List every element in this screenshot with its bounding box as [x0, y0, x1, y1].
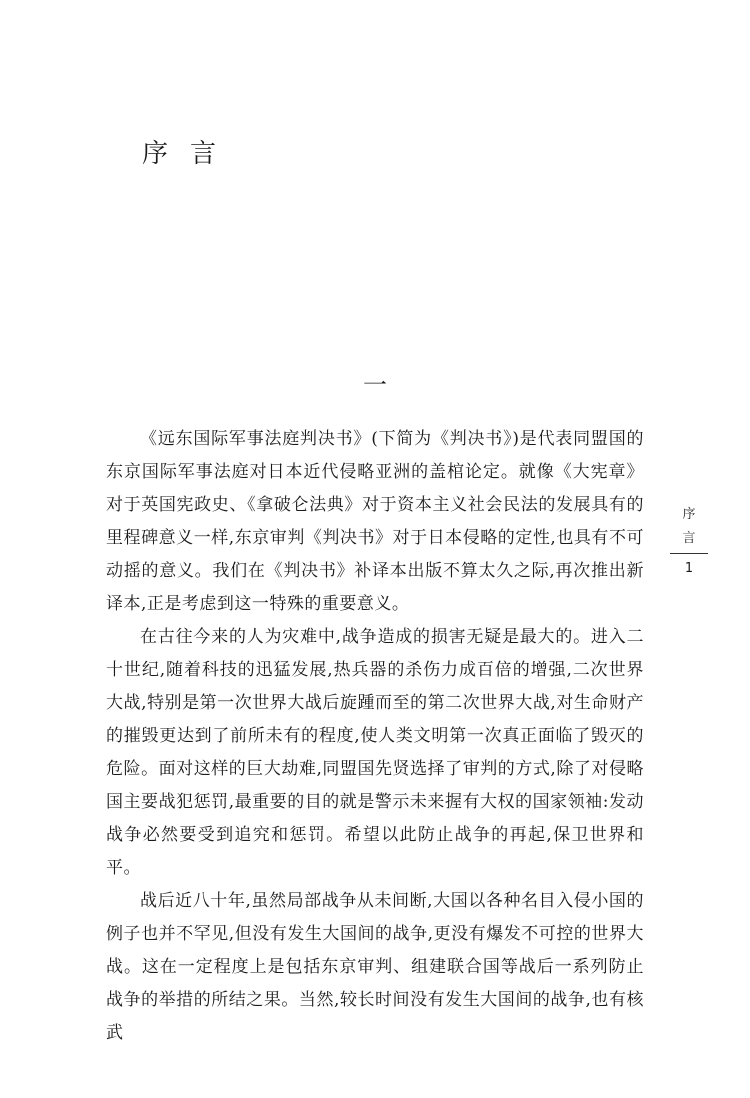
paragraph-3: 战后近八十年,虽然局部战争从未间断,大国以各种名目入侵小国的例子也并不罕见,但没有发生大国间的战争,更没有爆发不可控的世界大战。这在一定程度上是包括东京审判、组建联合国等战后一系列防止战争的举措的所结之果。当然,较长时间没有发生大国间的战争,也有核武: [106, 891, 644, 1043]
chapter-title: [142, 136, 216, 172]
running-head-rule: [670, 553, 708, 554]
running-head-char-2: 言: [682, 531, 696, 546]
running-head-char-1: 序: [682, 507, 696, 522]
paragraph-2: 在古往今来的人为灾难中,战争造成的损害无疑是最大的。进入二十世纪,随着科技的迅猛发展,热兵器的杀伤力成百倍的增强,二次世界大战,特别是第一次世界大战后旋踵而至的第二次世界大战,对生命财产的摧毁更达到了前所未有的程度,使人类文明第一次真正面临了毁灭的危险。面对这样的巨大劫难,同盟国先贤选择了审判的方式,除了对侵略国主要战犯惩罚,最重要的目的就是警示未来握有大权的国家领袖:发动战争必然要受到追究和惩罚。希望以此防止战争的再起,保卫世界和平。: [106, 627, 644, 878]
section-number: 一: [363, 371, 387, 399]
page-number: 1: [684, 561, 694, 576]
running-head: [670, 503, 708, 578]
chapter-title-part2: 言: [190, 139, 217, 169]
body-text: [106, 423, 644, 1050]
chapter-title-part1: 序: [142, 139, 169, 169]
paragraph-1: 《远东国际军事法庭判决书》(下简为《判决书》)是代表同盟国的东京国际军事法庭对日本近代侵略亚洲的盖棺论定。就像《大宪章》对于英国宪政史、《拿破仑法典》对于资本主义社会民法的发展具有的里程碑意义一样,东京审判《判决书》对于日本侵略的定性,也具有不可动摇的意义。我们在《判决书》补译本出版不算太久之际,再次推出新译本,正是考虑到这一特殊的重要意义。: [106, 429, 644, 614]
